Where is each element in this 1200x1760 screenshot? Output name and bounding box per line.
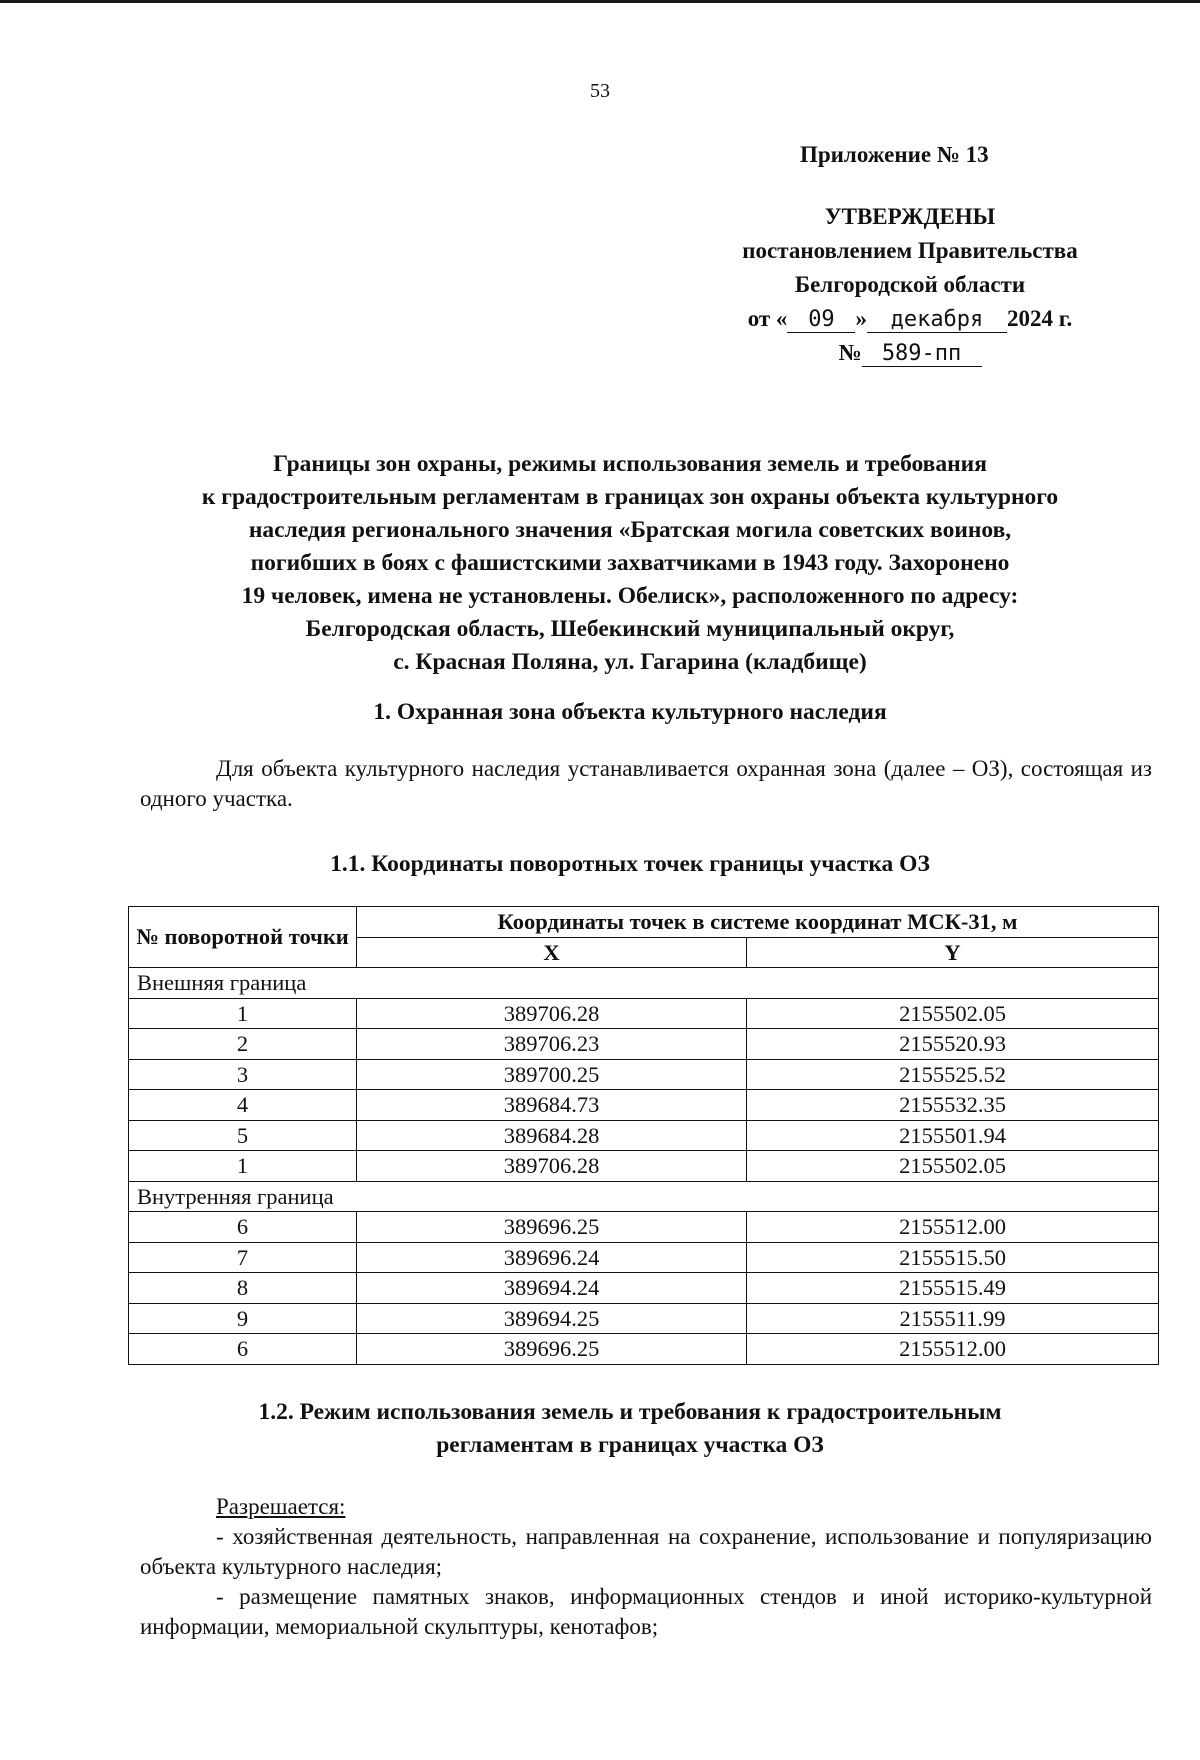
section-1-text: Для объекта культурного наследия устанавливается охранная зона (далее – ОЗ), состоящая из одного участка. [140, 756, 1152, 811]
coord-y: 2155515.49 [747, 1273, 1159, 1304]
group-outer-boundary: Внешняя граница [129, 968, 1159, 999]
col-coords-header: Координаты точек в системе координат МСК-31, м [357, 907, 1159, 938]
coord-x: 389706.28 [357, 998, 747, 1029]
point-number: 9 [129, 1303, 357, 1334]
title-line: к градостроительным регламентам в границах зон охраны объекта культурного [201, 484, 1059, 510]
point-number: 1 [129, 1151, 357, 1182]
point-number: 2 [129, 1029, 357, 1060]
table-row [129, 1303, 1159, 1334]
point-number: 6 [129, 1334, 357, 1365]
approval-stamp [660, 200, 1160, 370]
date-prefix: от « [747, 306, 788, 331]
table-row [129, 1029, 1159, 1060]
title-line: погибших в боях с фашистскими захватчиками в 1943 году. Захоронено [250, 550, 1010, 576]
section-1-2-heading [130, 1396, 1130, 1462]
approval-line-2: Белгородской области [794, 272, 1026, 297]
coord-x: 389706.28 [357, 1151, 747, 1182]
title-line: 19 человек, имена не установлены. Обелиск», расположенного по адресу: [241, 583, 1019, 609]
table-row [129, 998, 1159, 1029]
appendix-label: Приложение № 13 [800, 142, 989, 167]
title-line: Белгородская область, Шебекинский муниципальный округ, [305, 616, 955, 642]
approval-block [660, 138, 1160, 370]
section-1-heading: 1. Охранная зона объекта культурного наследия [373, 699, 887, 725]
allowed-label [140, 1492, 1152, 1522]
coord-y: 2155512.00 [747, 1334, 1159, 1365]
approval-date [660, 302, 1160, 336]
table-row [129, 1212, 1159, 1243]
date-day: 09 [787, 308, 855, 333]
table-row [129, 1273, 1159, 1304]
group-inner-boundary: Внутренняя граница [129, 1181, 1159, 1212]
point-number: 1 [129, 998, 357, 1029]
coord-x: 389696.25 [357, 1334, 747, 1365]
col-point-header: № поворотной точки [129, 907, 357, 968]
date-month: декабря [867, 308, 1007, 333]
coord-y: 2155532.35 [747, 1090, 1159, 1121]
table-row [129, 1059, 1159, 1090]
title-line: наследия регионального значения «Братская могила советских воинов, [248, 517, 1012, 543]
table-row [129, 1151, 1159, 1182]
point-number: 6 [129, 1212, 357, 1243]
point-number: 5 [129, 1120, 357, 1151]
coord-y: 2155520.93 [747, 1029, 1159, 1060]
col-y-header: Y [747, 937, 1159, 968]
allowed-label-text: Разрешается: [216, 1494, 346, 1519]
section-1-1-heading: 1.1. Координаты поворотных точек границы участка ОЗ [330, 851, 930, 877]
coord-y: 2155511.99 [747, 1303, 1159, 1334]
coord-x: 389706.23 [357, 1029, 747, 1060]
table-row [129, 1090, 1159, 1121]
coord-y: 2155502.05 [747, 1151, 1159, 1182]
title-line: Границы зон охраны, режимы использования земель и требования [273, 451, 987, 477]
point-number: 4 [129, 1090, 357, 1121]
number-value: 589-пп [862, 342, 982, 367]
section-1-2-heading-line: регламентам в границах участка ОЗ [436, 1432, 824, 1458]
date-mid: » [855, 306, 867, 331]
point-number: 7 [129, 1242, 357, 1273]
coord-y: 2155525.52 [747, 1059, 1159, 1090]
coord-y: 2155501.94 [747, 1120, 1159, 1151]
section-1-2-heading-line: 1.2. Режим использования земель и требования к градостроительным [258, 1399, 1002, 1425]
page-number: 53 [590, 80, 610, 102]
coord-x: 389684.28 [357, 1120, 747, 1151]
coord-x: 389696.25 [357, 1212, 747, 1243]
coord-x: 389694.24 [357, 1273, 747, 1304]
coord-x: 389700.25 [357, 1059, 747, 1090]
col-x-header: X [357, 937, 747, 968]
coord-y: 2155502.05 [747, 998, 1159, 1029]
coord-x: 389684.73 [357, 1090, 747, 1121]
document-title [130, 448, 1130, 679]
coord-x: 389696.24 [357, 1242, 747, 1273]
allowed-item: - хозяйственная деятельность, направленная на сохранение, использование и популяризацию объекта культурного наследия; [140, 1524, 1152, 1579]
table-row [129, 1120, 1159, 1151]
approval-line-1: постановлением Правительства [742, 238, 1078, 263]
point-number: 8 [129, 1273, 357, 1304]
scan-edge [0, 0, 1200, 3]
title-line: с. Красная Поляна, ул. Гагарина (кладбище) [393, 649, 867, 675]
table-row [129, 1242, 1159, 1273]
point-number: 3 [129, 1059, 357, 1090]
coord-x: 389694.25 [357, 1303, 747, 1334]
allowed-item: - размещение памятных знаков, информационных стендов и иной историко-культурной информации, мемориальной скульптуры, кенотафов; [140, 1584, 1152, 1639]
table-row [129, 1334, 1159, 1365]
date-year: 2024 г. [1006, 306, 1073, 331]
coord-y: 2155512.00 [747, 1212, 1159, 1243]
coordinates-table [128, 906, 1159, 1365]
coord-y: 2155515.50 [747, 1242, 1159, 1273]
number-prefix: № [838, 340, 862, 365]
approved-label: УТВЕРЖДЕНЫ [824, 204, 996, 229]
approval-number [660, 336, 1160, 370]
